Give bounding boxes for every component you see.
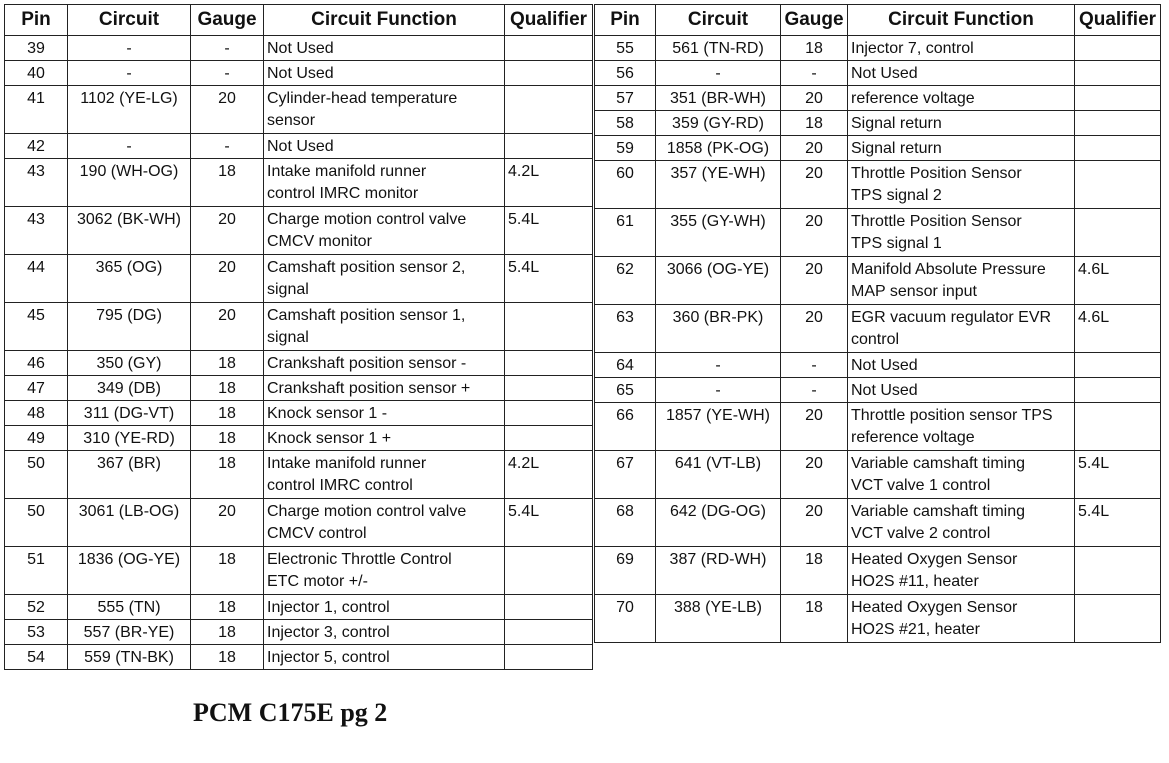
table-row [5, 451, 593, 499]
function-cell: Charge motion control valve CMCV control [264, 499, 505, 547]
pin-cell: 69 [595, 547, 656, 595]
table-row [595, 136, 1161, 161]
pin-cell: 43 [5, 159, 68, 207]
pin-cell: 70 [595, 595, 656, 643]
pin-cell: 47 [5, 376, 68, 401]
qualifier-cell [1075, 61, 1161, 86]
table-row [595, 111, 1161, 136]
function-cell: Heated Oxygen Sensor HO2S #21, heater [848, 595, 1075, 643]
table-row [5, 620, 593, 645]
function-cell: Not Used [264, 36, 505, 61]
qualifier-cell: 5.4L [505, 499, 593, 547]
circuit-cell: 1836 (OG-YE) [68, 547, 191, 595]
circuit-cell: 311 (DG-VT) [68, 401, 191, 426]
gauge-cell: 18 [781, 111, 848, 136]
gauge-cell: 20 [781, 257, 848, 305]
circuit-cell: 190 (WH-OG) [68, 159, 191, 207]
function-cell: Intake manifold runner control IMRC control [264, 451, 505, 499]
pin-table-left [4, 4, 593, 670]
pin-cell: 59 [595, 136, 656, 161]
circuit-cell: 357 (YE-WH) [656, 161, 781, 209]
circuit-cell: 557 (BR-YE) [68, 620, 191, 645]
table-row [5, 303, 593, 351]
table-row [5, 207, 593, 255]
circuit-cell: 355 (GY-WH) [656, 209, 781, 257]
function-cell: Signal return [848, 111, 1075, 136]
function-cell: Camshaft position sensor 2, signal [264, 255, 505, 303]
header-pin: Pin [5, 5, 68, 36]
gauge-cell: - [781, 378, 848, 403]
qualifier-cell [505, 86, 593, 134]
gauge-cell: 20 [781, 499, 848, 547]
gauge-cell: 18 [191, 401, 264, 426]
table-row [5, 376, 593, 401]
pin-cell: 67 [595, 451, 656, 499]
pin-cell: 56 [595, 61, 656, 86]
gauge-cell: 20 [781, 451, 848, 499]
qualifier-cell [505, 595, 593, 620]
circuit-cell: - [68, 134, 191, 159]
table-row [5, 159, 593, 207]
circuit-cell: 387 (RD-WH) [656, 547, 781, 595]
pin-cell: 50 [5, 451, 68, 499]
circuit-cell: - [656, 378, 781, 403]
qualifier-cell: 4.2L [505, 159, 593, 207]
function-cell: Cylinder-head temperature sensor [264, 86, 505, 134]
pin-cell: 51 [5, 547, 68, 595]
qualifier-cell: 5.4L [1075, 499, 1161, 547]
qualifier-cell [505, 547, 593, 595]
table-row [5, 255, 593, 303]
gauge-cell: 20 [781, 209, 848, 257]
gauge-cell: - [191, 134, 264, 159]
table-row [595, 499, 1161, 547]
function-cell: Injector 3, control [264, 620, 505, 645]
function-cell: reference voltage [848, 86, 1075, 111]
circuit-cell: 3061 (LB-OG) [68, 499, 191, 547]
pin-cell: 68 [595, 499, 656, 547]
qualifier-cell [505, 134, 593, 159]
gauge-cell: 20 [781, 136, 848, 161]
qualifier-cell: 4.6L [1075, 257, 1161, 305]
gauge-cell: 20 [191, 207, 264, 255]
circuit-cell: 3062 (BK-WH) [68, 207, 191, 255]
function-cell: Not Used [848, 61, 1075, 86]
gauge-cell: 18 [191, 645, 264, 670]
qualifier-cell [1075, 547, 1161, 595]
pin-cell: 55 [595, 36, 656, 61]
pin-cell: 42 [5, 134, 68, 159]
table-row [5, 547, 593, 595]
function-cell: Electronic Throttle Control ETC motor +/- [264, 547, 505, 595]
qualifier-cell: 4.6L [1075, 305, 1161, 353]
function-cell: Signal return [848, 136, 1075, 161]
table-row [5, 86, 593, 134]
pin-cell: 54 [5, 645, 68, 670]
circuit-cell: - [656, 353, 781, 378]
header-qualifier: Qualifier [505, 5, 593, 36]
function-cell: Charge motion control valve CMCV monitor [264, 207, 505, 255]
circuit-cell: 388 (YE-LB) [656, 595, 781, 643]
table-row [595, 86, 1161, 111]
function-cell: Intake manifold runner control IMRC monitor [264, 159, 505, 207]
qualifier-cell [1075, 595, 1161, 643]
circuit-cell: 359 (GY-RD) [656, 111, 781, 136]
circuit-cell: 559 (TN-BK) [68, 645, 191, 670]
qualifier-cell [505, 351, 593, 376]
table-row [595, 257, 1161, 305]
qualifier-cell: 5.4L [505, 207, 593, 255]
pin-cell: 63 [595, 305, 656, 353]
pin-cell: 46 [5, 351, 68, 376]
header-gauge: Gauge [191, 5, 264, 36]
circuit-cell: - [656, 61, 781, 86]
table-row [595, 451, 1161, 499]
circuit-cell: 561 (TN-RD) [656, 36, 781, 61]
table-row [595, 547, 1161, 595]
pin-cell: 50 [5, 499, 68, 547]
pin-cell: 61 [595, 209, 656, 257]
gauge-cell: - [191, 36, 264, 61]
circuit-cell: 795 (DG) [68, 303, 191, 351]
pin-cell: 44 [5, 255, 68, 303]
gauge-cell: 18 [191, 595, 264, 620]
pin-cell: 49 [5, 426, 68, 451]
qualifier-cell [505, 303, 593, 351]
pin-cell: 53 [5, 620, 68, 645]
circuit-cell: 1858 (PK-OG) [656, 136, 781, 161]
qualifier-cell [1075, 378, 1161, 403]
pin-cell: 64 [595, 353, 656, 378]
table-row [595, 353, 1161, 378]
function-cell: Not Used [848, 353, 1075, 378]
function-cell: Injector 7, control [848, 36, 1075, 61]
table-row [5, 134, 593, 159]
qualifier-cell [505, 401, 593, 426]
gauge-cell: 18 [781, 547, 848, 595]
table-row [5, 595, 593, 620]
circuit-cell: 350 (GY) [68, 351, 191, 376]
qualifier-cell [1075, 111, 1161, 136]
qualifier-cell [1075, 136, 1161, 161]
header-circuit: Circuit [656, 5, 781, 36]
header-function: Circuit Function [264, 5, 505, 36]
qualifier-cell: 5.4L [1075, 451, 1161, 499]
circuit-cell: 3066 (OG-YE) [656, 257, 781, 305]
function-cell: Crankshaft position sensor - [264, 351, 505, 376]
function-cell: Throttle Position Sensor TPS signal 1 [848, 209, 1075, 257]
circuit-cell: 349 (DB) [68, 376, 191, 401]
gauge-cell: 20 [191, 86, 264, 134]
gauge-cell: 18 [781, 595, 848, 643]
function-cell: Variable camshaft timing VCT valve 2 control [848, 499, 1075, 547]
qualifier-cell [505, 426, 593, 451]
gauge-cell: 18 [191, 451, 264, 499]
table-row [595, 36, 1161, 61]
qualifier-cell [505, 376, 593, 401]
gauge-cell: 18 [191, 426, 264, 451]
gauge-cell: - [781, 353, 848, 378]
function-cell: EGR vacuum regulator EVR control [848, 305, 1075, 353]
function-cell: Manifold Absolute Pressure MAP sensor input [848, 257, 1075, 305]
circuit-cell: 351 (BR-WH) [656, 86, 781, 111]
qualifier-cell: 4.2L [505, 451, 593, 499]
qualifier-cell [505, 36, 593, 61]
table-row [595, 161, 1161, 209]
gauge-cell: 18 [191, 620, 264, 645]
qualifier-cell [1075, 209, 1161, 257]
function-cell: Injector 5, control [264, 645, 505, 670]
pin-cell: 66 [595, 403, 656, 451]
circuit-cell: 555 (TN) [68, 595, 191, 620]
page-caption: PCM C175E pg 2 [193, 698, 388, 727]
header-qualifier: Qualifier [1075, 5, 1161, 36]
header-function: Circuit Function [848, 5, 1075, 36]
table-row [5, 499, 593, 547]
gauge-cell: - [781, 61, 848, 86]
table-row [5, 36, 593, 61]
pin-cell: 43 [5, 207, 68, 255]
function-cell: Not Used [264, 61, 505, 86]
qualifier-cell: 5.4L [505, 255, 593, 303]
function-cell: Not Used [264, 134, 505, 159]
table-row [5, 645, 593, 670]
qualifier-cell [505, 620, 593, 645]
circuit-cell: 1857 (YE-WH) [656, 403, 781, 451]
function-cell: Variable camshaft timing VCT valve 1 control [848, 451, 1075, 499]
gauge-cell: 18 [191, 547, 264, 595]
pin-cell: 57 [595, 86, 656, 111]
function-cell: Throttle position sensor TPS reference voltage [848, 403, 1075, 451]
table-row [595, 595, 1161, 643]
function-cell: Crankshaft position sensor + [264, 376, 505, 401]
circuit-cell: 310 (YE-RD) [68, 426, 191, 451]
qualifier-cell [1075, 86, 1161, 111]
header-circuit: Circuit [68, 5, 191, 36]
header-row [5, 5, 593, 36]
header-pin: Pin [595, 5, 656, 36]
pin-cell: 41 [5, 86, 68, 134]
table-row [5, 401, 593, 426]
qualifier-cell [1075, 403, 1161, 451]
pin-cell: 62 [595, 257, 656, 305]
header-row [595, 5, 1161, 36]
header-gauge: Gauge [781, 5, 848, 36]
circuit-cell: 367 (BR) [68, 451, 191, 499]
pin-cell: 65 [595, 378, 656, 403]
function-cell: Throttle Position Sensor TPS signal 2 [848, 161, 1075, 209]
circuit-cell: 1102 (YE-LG) [68, 86, 191, 134]
gauge-cell: 20 [191, 499, 264, 547]
gauge-cell: 20 [191, 303, 264, 351]
qualifier-cell [1075, 36, 1161, 61]
function-cell: Not Used [848, 378, 1075, 403]
function-cell: Injector 1, control [264, 595, 505, 620]
table-row [5, 426, 593, 451]
qualifier-cell [505, 61, 593, 86]
gauge-cell: 18 [191, 159, 264, 207]
circuit-cell: 360 (BR-PK) [656, 305, 781, 353]
gauge-cell: 20 [781, 305, 848, 353]
table-row [595, 378, 1161, 403]
gauge-cell: 18 [191, 376, 264, 401]
table-row [595, 305, 1161, 353]
qualifier-cell [1075, 353, 1161, 378]
pin-cell: 52 [5, 595, 68, 620]
pin-cell: 58 [595, 111, 656, 136]
gauge-cell: - [191, 61, 264, 86]
table-row [5, 351, 593, 376]
table-row [595, 61, 1161, 86]
qualifier-cell [505, 645, 593, 670]
circuit-cell: 365 (OG) [68, 255, 191, 303]
gauge-cell: 20 [781, 403, 848, 451]
pin-cell: 45 [5, 303, 68, 351]
gauge-cell: 20 [781, 161, 848, 209]
pin-cell: 48 [5, 401, 68, 426]
pin-table-right [594, 4, 1161, 643]
circuit-cell: 641 (VT-LB) [656, 451, 781, 499]
circuit-cell: - [68, 61, 191, 86]
gauge-cell: 18 [781, 36, 848, 61]
function-cell: Heated Oxygen Sensor HO2S #11, heater [848, 547, 1075, 595]
circuit-cell: 642 (DG-OG) [656, 499, 781, 547]
function-cell: Camshaft position sensor 1, signal [264, 303, 505, 351]
pin-cell: 39 [5, 36, 68, 61]
pin-cell: 40 [5, 61, 68, 86]
table-row [595, 403, 1161, 451]
function-cell: Knock sensor 1 + [264, 426, 505, 451]
function-cell: Knock sensor 1 - [264, 401, 505, 426]
table-row [595, 209, 1161, 257]
qualifier-cell [1075, 161, 1161, 209]
gauge-cell: 18 [191, 351, 264, 376]
gauge-cell: 20 [781, 86, 848, 111]
pin-cell: 60 [595, 161, 656, 209]
table-row [5, 61, 593, 86]
circuit-cell: - [68, 36, 191, 61]
gauge-cell: 20 [191, 255, 264, 303]
